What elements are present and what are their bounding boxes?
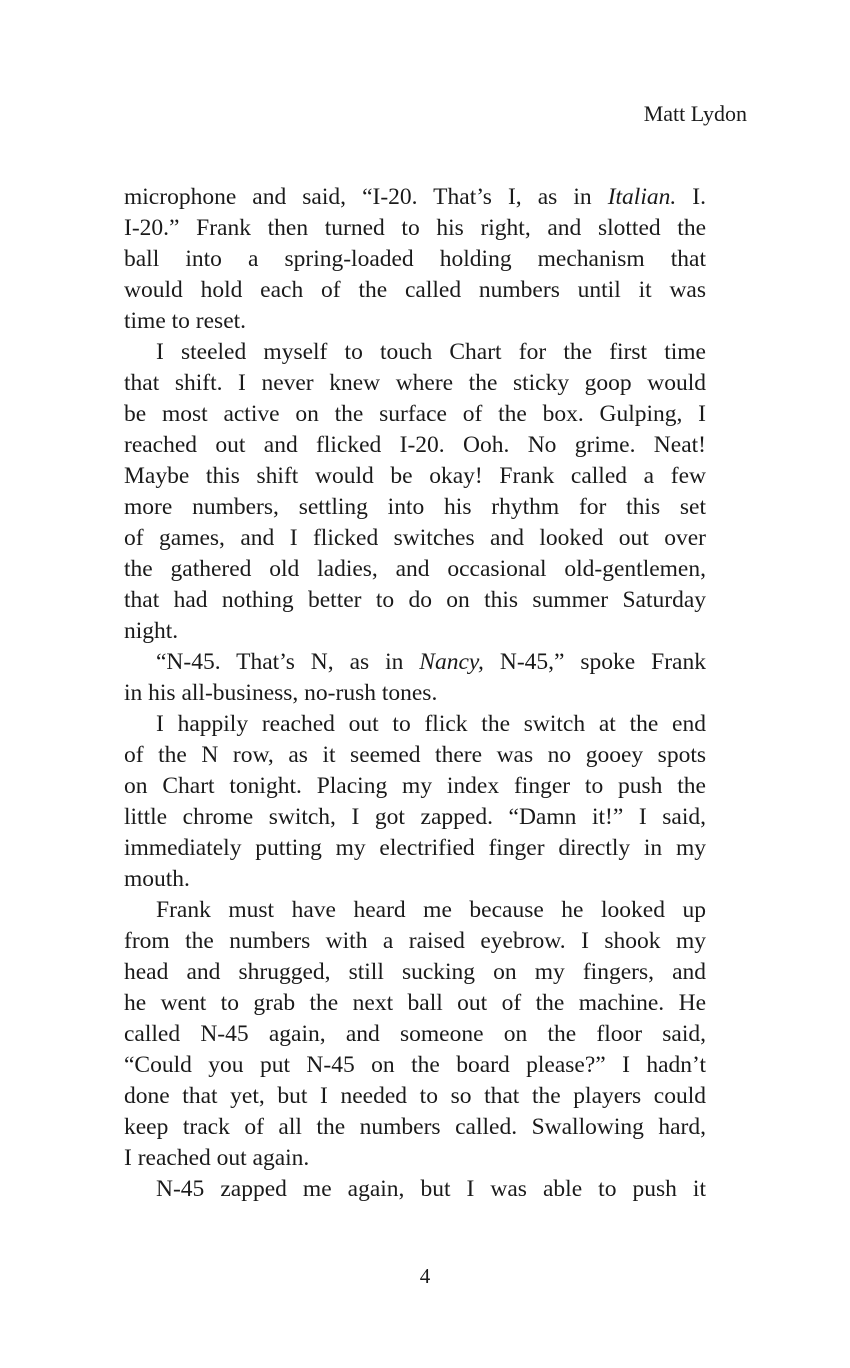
page-number: 4 xyxy=(419,1264,431,1288)
text-line-segment: time to reset. xyxy=(124,308,247,334)
body-text xyxy=(124,182,706,1205)
text-line-segment: in his all-business, no-rush tones. xyxy=(124,680,438,706)
text-line-segment: ball into a spring-loaded holding mechanism that xyxy=(124,246,706,272)
text-line-segment: done that yet, but I needed to so that the players could xyxy=(124,1083,706,1109)
text-line xyxy=(124,244,706,275)
text-line xyxy=(124,957,706,988)
text-line xyxy=(124,833,706,864)
text-line xyxy=(124,864,706,895)
text-line xyxy=(124,1112,706,1143)
text-line-segment: reached out and flicked I-20. Ooh. No grime. Neat! xyxy=(124,432,706,458)
running-head-author: Matt Lydon xyxy=(643,101,747,126)
text-line-segment: I. xyxy=(676,184,707,210)
text-line xyxy=(124,1050,706,1081)
text-line xyxy=(124,399,706,430)
text-line-segment: of the N row, as it seemed there was no gooey spots xyxy=(124,742,706,768)
text-line-segment: called N-45 again, and someone on the floor said, xyxy=(124,1021,706,1047)
text-line xyxy=(124,1019,706,1050)
text-line xyxy=(124,182,706,213)
text-line xyxy=(124,802,706,833)
text-line xyxy=(124,585,706,616)
text-line-segment: I reached out again. xyxy=(124,1145,310,1171)
text-line-segment: be most active on the surface of the box. Gulping, I xyxy=(124,401,706,427)
text-line-segment: “N-45. That’s N, as in xyxy=(156,649,420,675)
text-line-segment: night. xyxy=(124,618,179,644)
text-line xyxy=(124,368,706,399)
text-line-segment: I steeled myself to touch Chart for the first time xyxy=(156,339,706,365)
text-line xyxy=(124,523,706,554)
text-line xyxy=(124,492,706,523)
text-line xyxy=(124,430,706,461)
text-line xyxy=(124,461,706,492)
text-line-segment: on Chart tonight. Placing my index finger to push the xyxy=(124,773,706,799)
text-line xyxy=(124,988,706,1019)
text-line xyxy=(124,213,706,244)
text-line xyxy=(124,647,706,678)
text-line-segment: I-20.” Frank then turned to his right, and slotted the xyxy=(124,215,706,241)
text-line-segment: Frank must have heard me because he looked up xyxy=(156,897,706,923)
text-line xyxy=(124,275,706,306)
text-line xyxy=(124,926,706,957)
text-line-segment: little chrome switch, I got zapped. “Damn it!” I said, xyxy=(124,804,706,830)
text-line-segment: from the numbers with a raised eyebrow. I shook my xyxy=(124,928,706,954)
text-line-segment: head and shrugged, still sucking on my fingers, and xyxy=(124,959,706,985)
text-line xyxy=(124,771,706,802)
text-line xyxy=(124,740,706,771)
text-line-segment: microphone and said, “I-20. That’s I, as in xyxy=(124,184,608,210)
text-line xyxy=(124,306,706,337)
text-line xyxy=(124,895,706,926)
text-line-segment: N-45,” spoke Frank xyxy=(483,649,706,675)
text-line xyxy=(124,1143,706,1174)
text-line-segment: immediately putting my electrified finger directly in my xyxy=(124,835,706,861)
text-line xyxy=(124,554,706,585)
text-line xyxy=(124,1081,706,1112)
text-line-segment: that shift. I never knew where the sticky goop would xyxy=(124,370,706,396)
italic-text: Nancy, xyxy=(419,649,484,675)
text-line-segment: “Could you put N-45 on the board please?” I hadn’t xyxy=(124,1052,706,1078)
text-line-segment: would hold each of the called numbers until it was xyxy=(124,277,706,303)
text-line xyxy=(124,616,706,647)
text-line-segment: I happily reached out to flick the switch at the end xyxy=(156,711,706,737)
text-line-segment: Maybe this shift would be okay! Frank called a few xyxy=(124,463,706,489)
text-line-segment: keep track of all the numbers called. Swallowing hard, xyxy=(124,1114,706,1140)
text-line-segment: more numbers, settling into his rhythm for this set xyxy=(124,494,706,520)
text-line-segment: mouth. xyxy=(124,866,190,892)
text-line xyxy=(124,709,706,740)
text-line-segment: N-45 zapped me again, but I was able to push it xyxy=(156,1176,706,1202)
text-line-segment: the gathered old ladies, and occasional old-gentlemen, xyxy=(124,556,706,582)
italic-text: Italian. xyxy=(607,184,677,210)
text-line-segment: that had nothing better to do on this summer Saturday xyxy=(124,587,706,613)
text-line xyxy=(124,1174,706,1205)
text-line-segment: he went to grab the next ball out of the machine. He xyxy=(124,990,706,1016)
text-line-segment: of games, and I flicked switches and looked out over xyxy=(124,525,706,551)
text-line xyxy=(124,678,706,709)
text-line xyxy=(124,337,706,368)
